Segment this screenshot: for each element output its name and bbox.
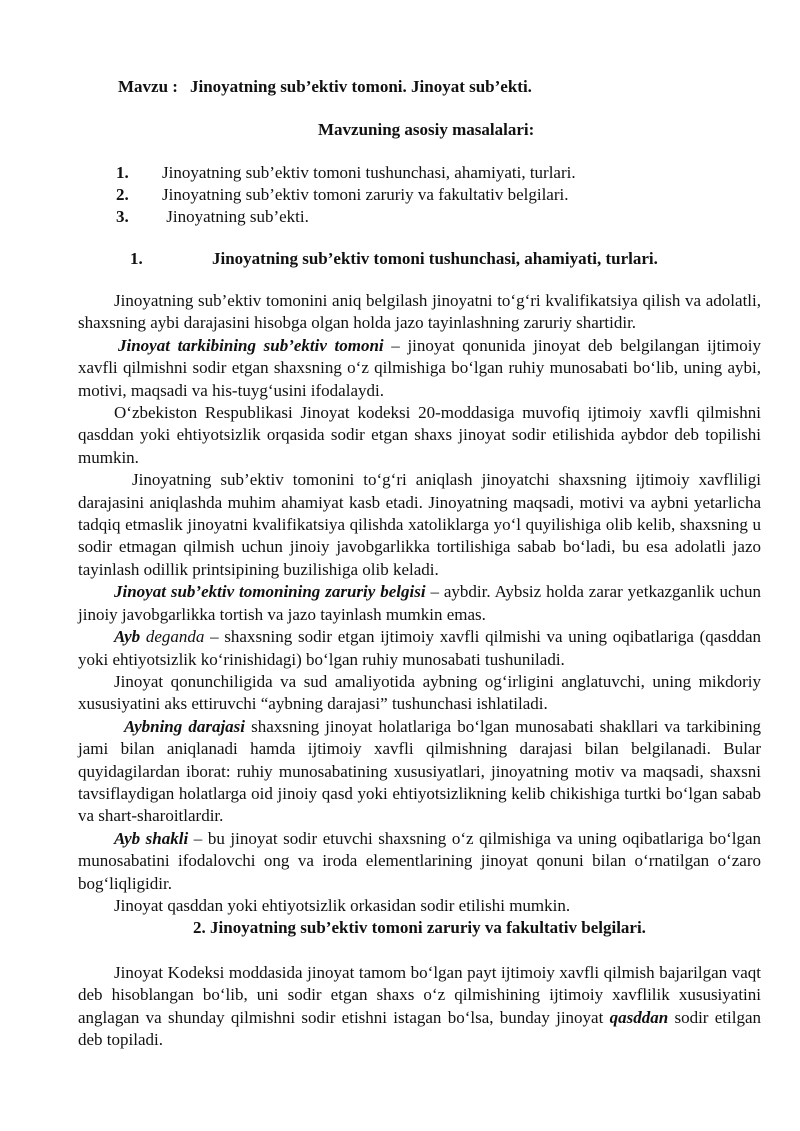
paragraph (78, 335, 761, 402)
paragraph-text: Jinoyat Kodeksi moddasida jinoyat tamom bo‘lgan payt ijtimoiy xavfli qilmish bajarilgan vaqt deb hisoblangan bo‘lib, uni sodir etgan shaxs o‘z qilmishining ijtimoiy xavflilik xususiyatini anglagan va shunday qilmishni sodir etishni istagan bo‘lsa, bunday jinoyat (78, 962, 761, 1027)
paragraph-text: – shaxsning sodir etgan ijtimoiy xavfli qilmishi va uning oqibatlariga (qasddan yoki ehtiyotsizlik ko‘rinishidagi) bo‘lgan ruhiy munosabati tushuniladi. (78, 627, 761, 669)
term: Ayb shakli (114, 828, 189, 848)
list-item-text: Jinoyatning sub’ekti. (162, 207, 309, 226)
list-item-text: Jinoyatning sub’ektiv tomoni zaruriy va fakultativ belgilari. (162, 185, 569, 204)
section-1-title: Jinoyatning sub’ektiv tomoni tushunchasi, ahamiyati, turlari. (212, 249, 658, 268)
section-1-heading (130, 249, 658, 269)
list-item (116, 184, 576, 206)
paragraph-text: – aybdir. Aybsiz holda zarar yetkazganlik uchun jinoiy javobgarlikka tortish va jazo tayinlash mumkin emas. (78, 582, 761, 624)
paragraph: Jinoyat qonunchiligida va sud amaliyotida aybning og‘irligini anglatuvchi, uning mikdoriy xususiyatini aks ettiruvchi “aybning darajasi” tushunchasi ishlatiladi. (78, 671, 761, 714)
section-2-heading: 2. Jinoyatning sub’ektiv tomoni zaruriy va fakultativ belgilari. (193, 918, 646, 938)
paragraph (78, 581, 761, 626)
topic-text: Jinoyatning sub’ektiv tomoni. Jinoyat sub’ekti. (189, 77, 532, 96)
paragraph-text: – bu jinoyat sodir etuvchi shaxsning o‘z qilmishiga va uning oqibatlariga bo‘lgan munosabatini ifodalovchi ong va iroda elementlarining jinoyat qonuni bilan o‘rnatilgan o‘zaro bog‘liqligidir. (78, 828, 762, 893)
list-item (116, 206, 576, 228)
paragraph-text: – jinoyat qonunida jinoyat deb belgilangan ijtimoiy xavfli qilmishni sodir etgan shaxsning o‘z qilmishiga bo‘lgan ruhiy munosabati bo‘lib, uning aybi, motivi, maqsadi va his-tuyg‘usini ifodalaydi. (78, 335, 762, 400)
term: Aybning darajasi (124, 716, 246, 736)
paragraph: Jinoyatning sub’ektiv tomonini to‘g‘ri aniqlash jinoyatchi shaxsning ijtimoiy xavfliligi darajasini aniqlashda muhim ahamiyat kasb etadi. Jinoyatning maqsadi, motivi va aybni yetarlicha tadqiq etmaslik jinoyatni kvalifikatsiya qilishda xatoliklarga yo‘l quyilishiga olib kelib, shaxsning u sodir etmagan qilmish uchun jinoiy javobgarlikka tortilishiga sabab bo‘ladi, bu esa adolatli jazo tayinlash odillik printsipining buzilishiga olib keladi. (78, 470, 761, 579)
paragraph: Jinoyat qasddan yoki ehtiyotsizlik orkasidan sodir etilishi mumkin. (114, 895, 571, 915)
list-item-number: 1. (116, 163, 129, 182)
paragraph (78, 828, 761, 895)
term: qasddan (609, 1007, 669, 1027)
topic-heading (118, 77, 532, 97)
paragraph-text: shaxsning jinoyat holatlariga bo‘lgan munosabati shakllari va tarkibining jami bilan aniqlanadi hamda ijtimoiy xavfli qilmishning darajasi bilan belgilanadi. Bular quyidagilardan iborat: ruhiy munosabatining xususiyatlari, jinoyatning motiv va maqsadi, shaxsni tavsiflaydigan holatlarga oid jinoiy qasd yoki ehtiyotsizlikning kelib chikishiga turtki bo‘lgan sabab va shart-sharoitlardir. (78, 716, 761, 826)
list-item-text: Jinoyatning sub’ektiv tomoni tushunchasi, ahamiyati, turlari. (162, 163, 576, 182)
topic-label: Mavzu : (118, 77, 178, 96)
questions-list (116, 162, 576, 228)
document-body (78, 290, 761, 1051)
paragraph-text: sodir etilgan deb topiladi. (78, 1007, 761, 1049)
list-item (116, 162, 576, 184)
section-1-number: 1. (130, 249, 143, 268)
term: Jinoyat sub’ektiv tomonining zaruriy belgisi (114, 582, 426, 602)
paragraph: O‘zbekiston Respublikasi Jinoyat kodeksi 20-moddasiga muvofiq ijtimoiy xavfli qilmishni qasddan yoki ehtiyotsizlik orqasida sodir etgan shaxs jinoyat sodir etilishida aybdor deb topilishi mumkin. (78, 403, 761, 467)
list-item-number: 2. (116, 185, 129, 204)
term: Jinoyat tarkibining sub’ektiv tomoni (118, 335, 384, 355)
list-item-number: 3. (116, 207, 129, 226)
term-continuation: deganda (140, 627, 205, 647)
questions-heading: Mavzuning asosiy masalalari: (318, 120, 535, 139)
paragraph (78, 962, 761, 1052)
term: Ayb (114, 627, 141, 647)
paragraph: Jinoyatning sub’ektiv tomonini aniq belgilash jinoyatni to‘g‘ri kvalifikatsiya qilish va adolatli, shaxsning aybi darajasini hisobga olgan holda jazo tayinlashning zaruriy shartidir. (78, 291, 761, 333)
paragraph (78, 716, 761, 828)
paragraph (78, 626, 761, 671)
